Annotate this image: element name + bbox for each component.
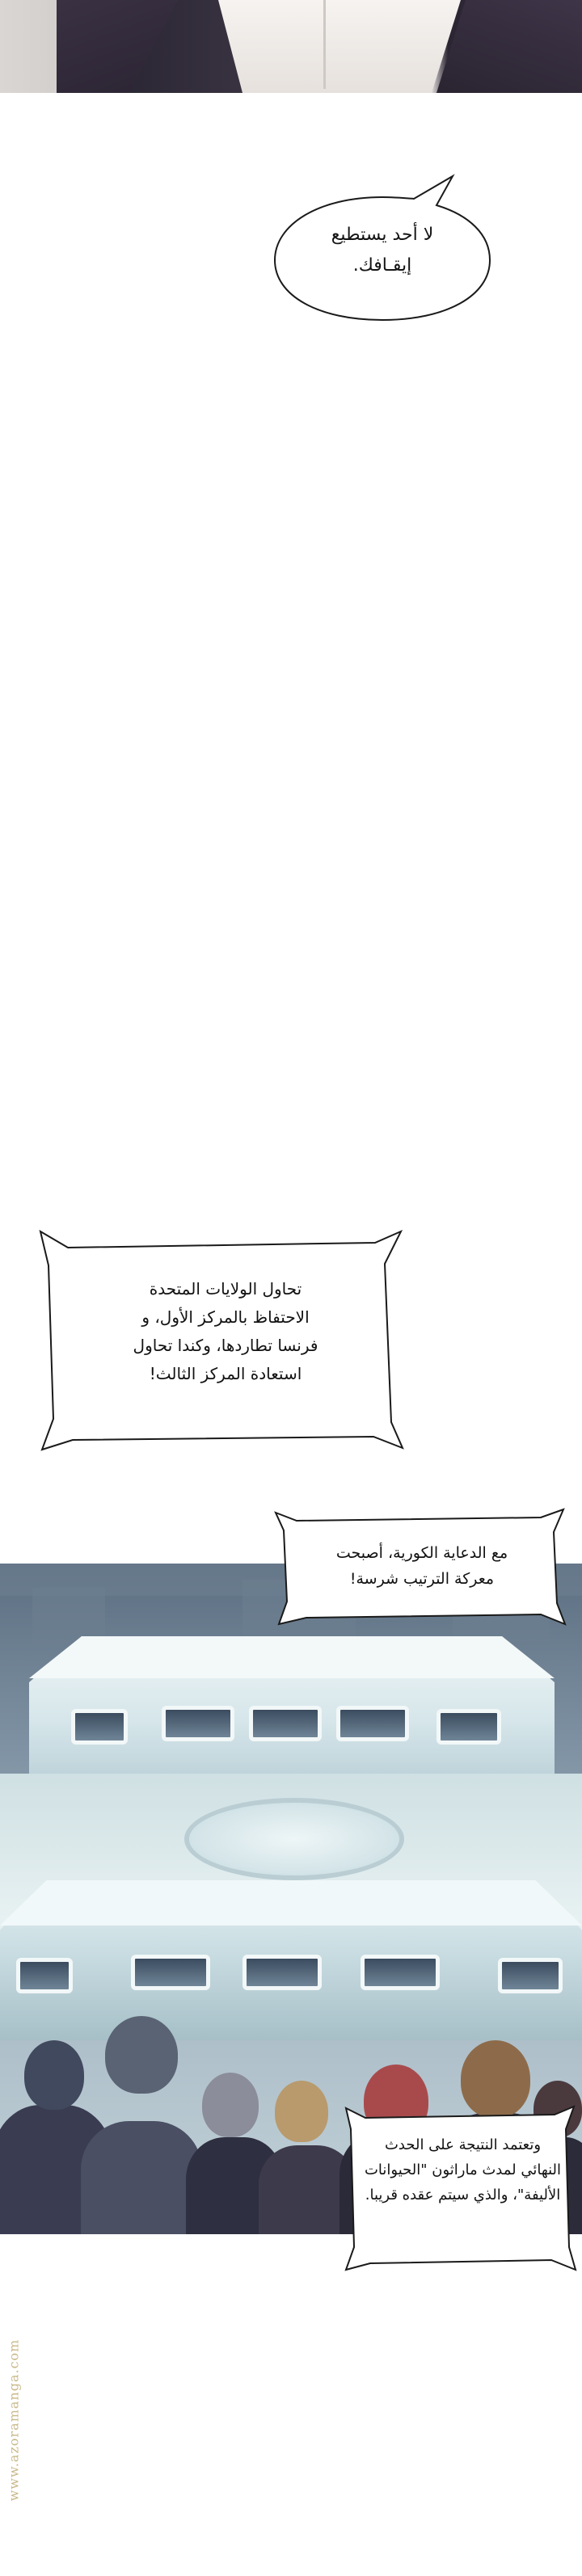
arena-window [436,1709,501,1745]
narration-1-text [68,1275,383,1388]
spectator [81,2121,202,2234]
narration-line: معركة الترتيب شرسة! [349,1570,495,1588]
narration-box-1 [36,1228,406,1453]
narration-2-text [297,1540,547,1592]
panel-character-closeup [0,0,582,93]
watermark-text: www.azoramanga.com [6,2338,22,2502]
arena-platform-back-rim [29,1636,555,1678]
arena-window [71,1709,128,1745]
spectator-head [24,2040,84,2110]
shirt-fold [323,0,326,89]
narration-line: الاحتفاظ بالمركز الأول، و [141,1307,310,1327]
narration-line: وتعتمد النتيجة على الحدث [384,2136,542,2153]
narration-line: الأليفة"، والذي سيتم عقده قريبا. [365,2187,561,2203]
speech-bubble [270,173,495,323]
arena-window [336,1706,409,1741]
spectator-head [275,2081,328,2142]
speech-text [270,220,495,281]
spectator-head [202,2073,259,2137]
watermark [2,2271,26,2570]
arena-platform-front-rim [0,1880,582,1926]
narration-box-2 [272,1508,567,1627]
arena-window [162,1706,234,1741]
arena-window [249,1706,322,1741]
narration-box-3 [343,2105,577,2272]
narration-line: مع الدعاية الكورية، أصبحت [335,1544,508,1562]
speech-line: إيقـافك. [352,255,412,276]
jacket-lapel-right [436,0,582,93]
shirt [218,0,461,93]
narration-3-text [364,2132,562,2208]
background-structure [32,1588,105,1644]
narration-line: النهائي لمدث ماراثون "الحيوانات [364,2161,562,2178]
arena-center-ring [184,1798,404,1880]
speech-line: لا أحد يستطيع [331,225,434,245]
narration-line: استعادة المركز الثالث! [149,1364,302,1383]
narration-line: فرنسا تطاردها، وكندا تحاول [133,1336,318,1355]
narration-line: تحاول الولايات المتحدة [149,1279,302,1299]
spectator-head [105,2016,178,2094]
jacket-lapel-left [57,0,178,93]
